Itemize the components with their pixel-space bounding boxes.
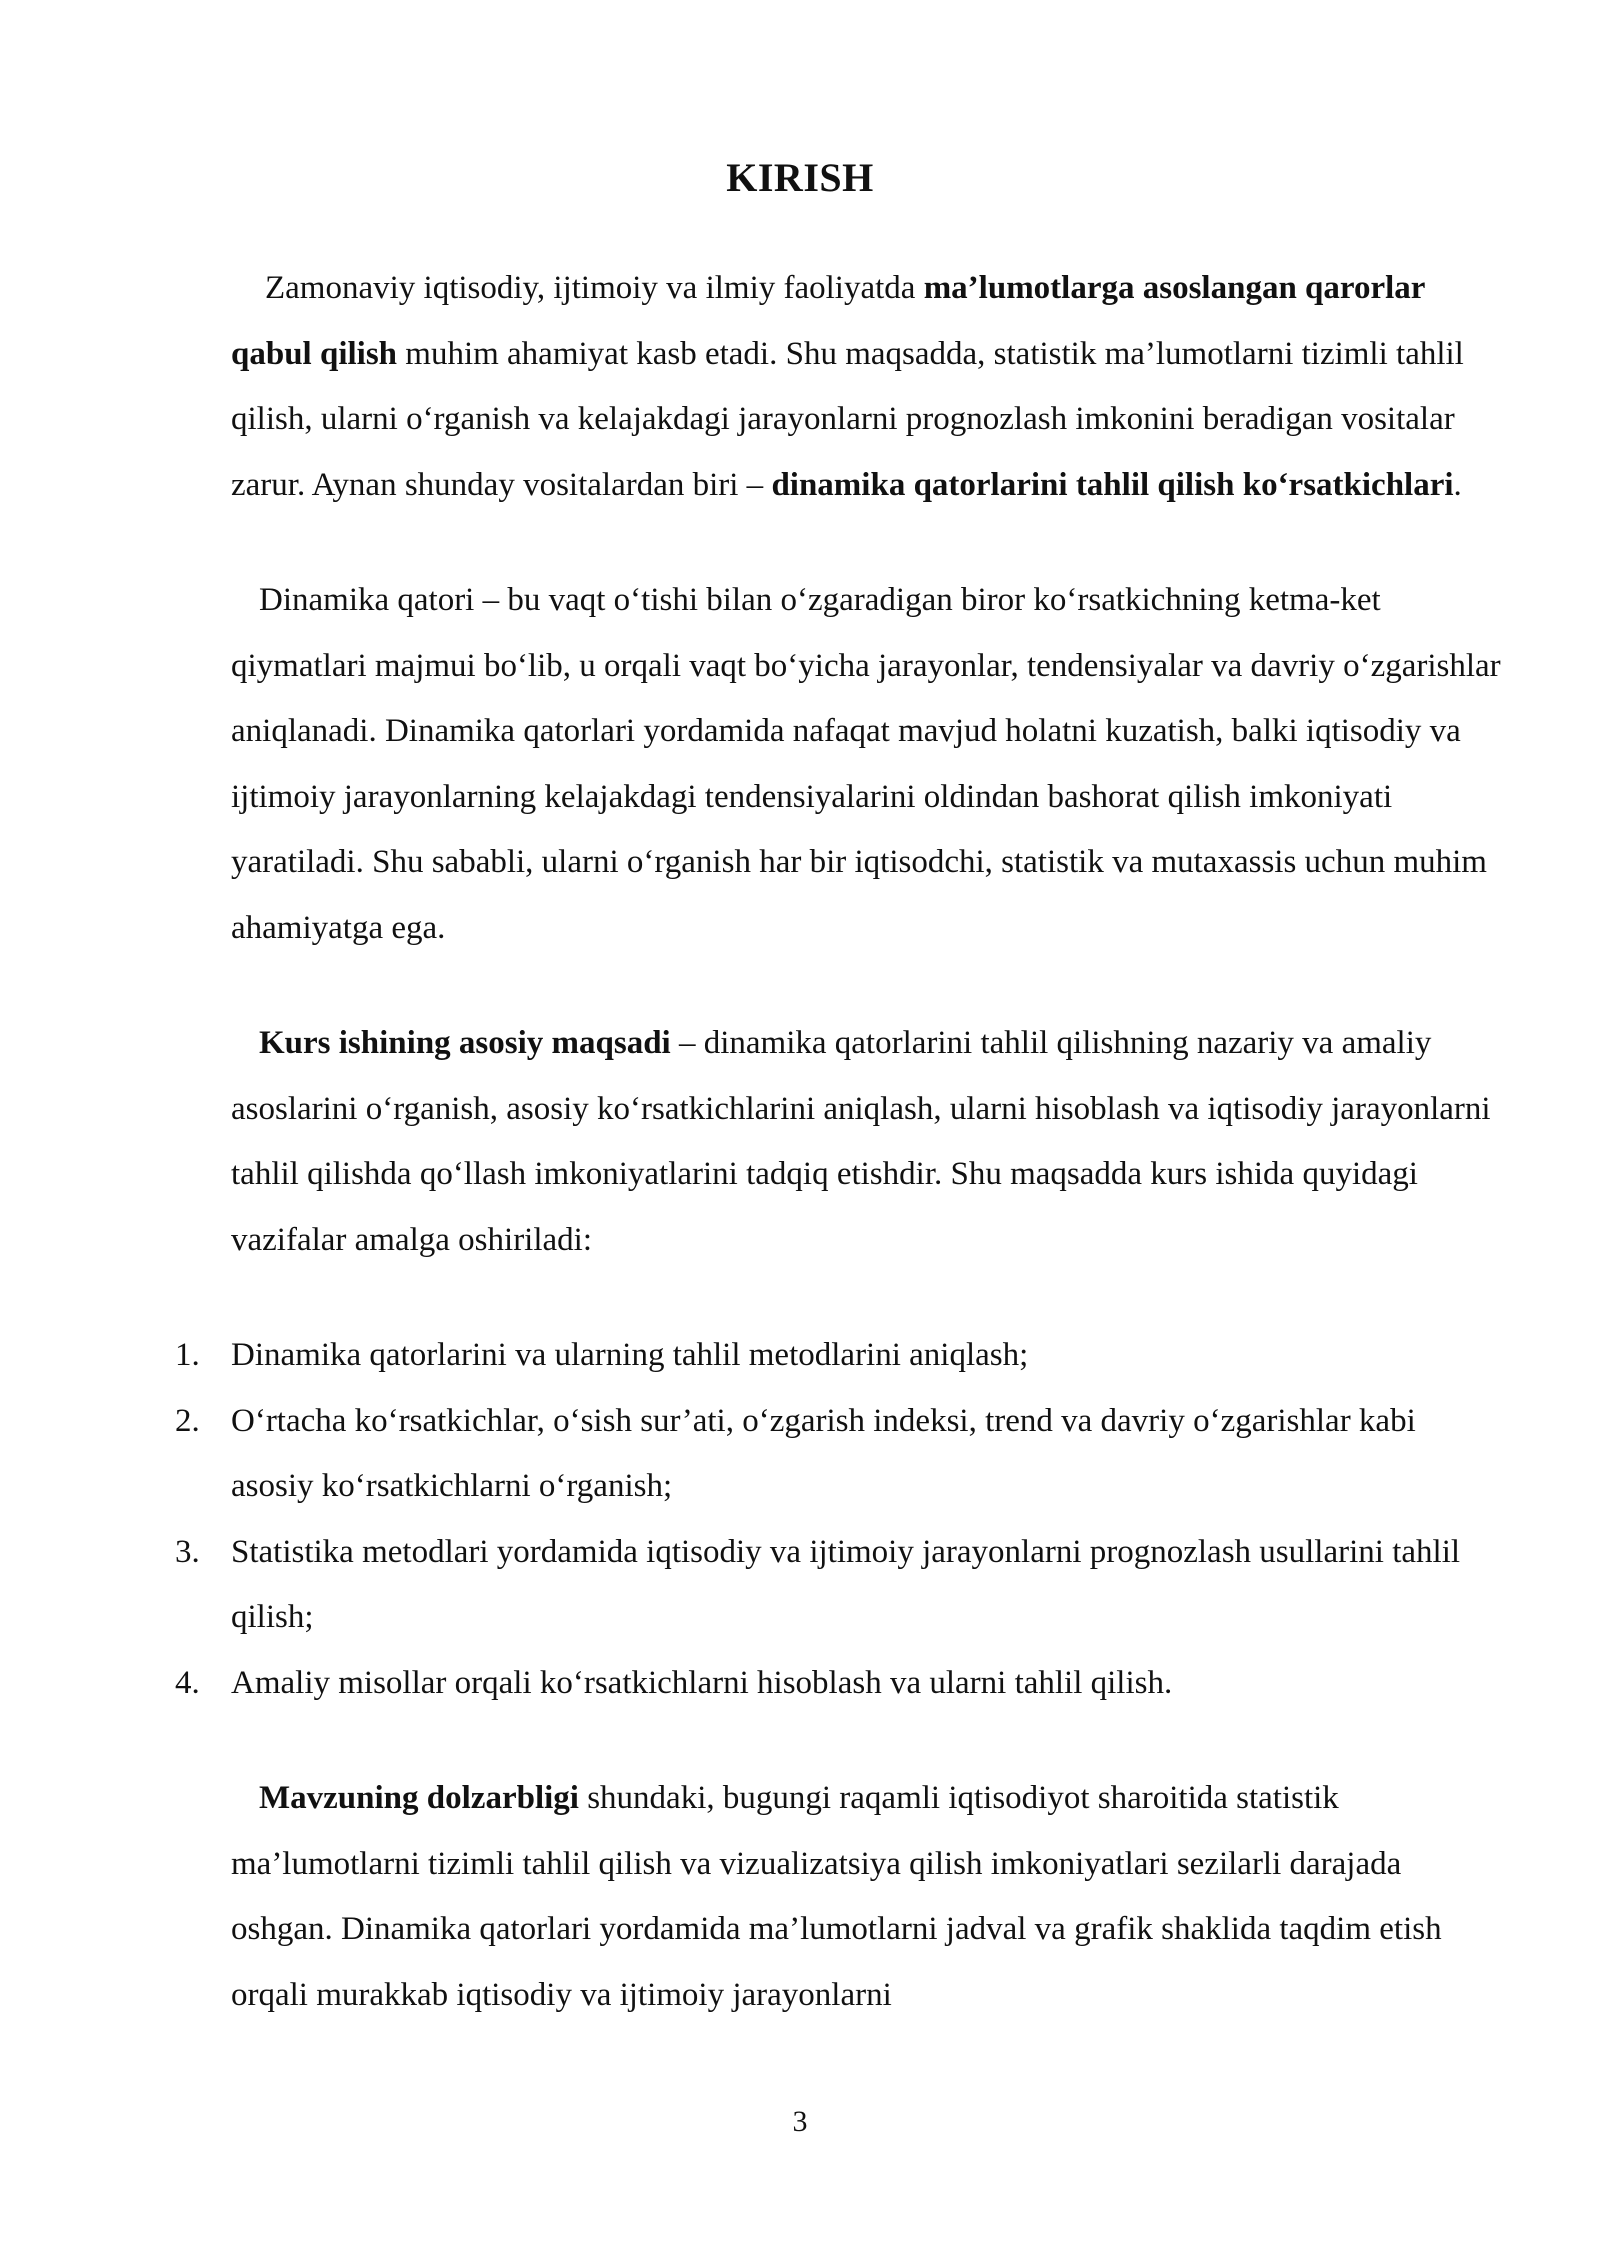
text-run: Zamonaviy iqtisodiy, ijtimoiy va ilmiy faoliyatda bbox=[265, 270, 924, 306]
list-item bbox=[175, 1323, 1501, 1389]
list-item-text: Statistika metodlari yordamida iqtisodiy va ijtimoiy jarayonlarni prognozlash usullarini tahlil qilish; bbox=[231, 1533, 1461, 1635]
list-item-text: Dinamika qatorlarini va ularning tahlil metodlarini aniqlash; bbox=[231, 1337, 1029, 1373]
text-run: shundaki, bugungi raqamli iqtisodiyot sharoitida statistik ma’lumotlarni tizimli tahlil qilish va vizualizatsiya qilish imkoniyatlari sezilarli darajada oshgan. Dinamika qatorlari yordamida ma’lumotlarni jadval va grafik shaklida taqdim etish orqali murakkab iqtisodiy va ijtimoiy jarayonlarni bbox=[231, 1780, 1442, 2013]
list-number: 3. bbox=[175, 1533, 200, 1570]
paragraph-spacer bbox=[231, 1273, 1501, 1323]
task-list bbox=[175, 1323, 1501, 1716]
text-run: Dinamika qatori – bu vaqt o‘tishi bilan o‘zgaradigan biror ko‘rsatkichning ketma-ket qiymatlari majmui bo‘lib, u orqali vaqt bo‘yicha jarayonlar, tendensiyalar va davriy o‘zgarishlar aniqlanadi. Dinamika qatorlari yordamida nafaqat mavjud holatni kuzatish, balki iqtisodiy va ijtimoiy jarayonlarning kelajakdagi tendensiyalarini oldindan bashorat qilish imkoniyati yaratiladi. Shu sababli, ularni o‘rganish har bir iqtisodchi, statistik va mutaxassis uchun muhim ahamiyatga ega. bbox=[231, 582, 1501, 946]
page-title: KIRISH bbox=[726, 155, 874, 200]
list-item bbox=[175, 1520, 1501, 1651]
bold-phrase: dinamika qatorlarini tahlil qilish ko‘rsatkichlari bbox=[771, 466, 1454, 503]
bold-phrase: ma’lumotlarga asoslangan qarorlar qabul qilish bbox=[231, 270, 1425, 372]
intro-paragraph bbox=[231, 256, 1501, 518]
relevance-paragraph bbox=[231, 1766, 1501, 2028]
list-number: 4. bbox=[175, 1664, 200, 1701]
document-body bbox=[175, 256, 1501, 2028]
bold-phrase: Mavzuning dolzarbligi bbox=[259, 1780, 579, 1816]
definition-paragraph bbox=[231, 568, 1501, 961]
list-number: 1. bbox=[175, 1337, 200, 1373]
text-run: muhim ahamiyat kasb etadi. Shu maqsadda, statistik ma’lumotlarni tizimli tahlil qilish, ularni o‘rganish va kelajakdagi jarayonlarni prognozlash imkonini beradigan vositalar zarur. Aynan shunday vositalardan biri – bbox=[231, 335, 1464, 503]
list-item bbox=[175, 1651, 1501, 1717]
paragraph-spacer bbox=[231, 961, 1501, 1011]
list-number: 2. bbox=[175, 1402, 200, 1439]
goal-paragraph bbox=[231, 1011, 1501, 1273]
paragraph-spacer bbox=[231, 518, 1501, 568]
list-item bbox=[175, 1389, 1501, 1520]
page-number: 3 bbox=[792, 2105, 808, 2138]
paragraph-spacer bbox=[231, 1716, 1501, 1766]
list-item-text: Amaliy misollar orqali ko‘rsatkichlarni hisoblash va ularni tahlil qilish. bbox=[231, 1664, 1173, 1701]
text-run: – dinamika qatorlarini tahlil qilishning nazariy va amaliy asoslarini o‘rganish, asosiy ko‘rsatkichlarini aniqlash, ularni hisoblash va iqtisodiy jarayonlarni tahlil qilishda qo‘llash imkoniyatlarini tadqiq etishdir. Shu maqsadda kurs ishida quyidagi vazifalar amalga oshiriladi: bbox=[231, 1025, 1491, 1258]
text-run: . bbox=[1453, 466, 1462, 503]
bold-phrase: Kurs ishining asosiy maqsadi bbox=[259, 1025, 671, 1061]
list-item-text: O‘rtacha ko‘rsatkichlar, o‘sish sur’ati, o‘zgarish indeksi, trend va davriy o‘zgarishlar kabi asosiy ko‘rsatkichlarni o‘rganish; bbox=[231, 1402, 1416, 1504]
